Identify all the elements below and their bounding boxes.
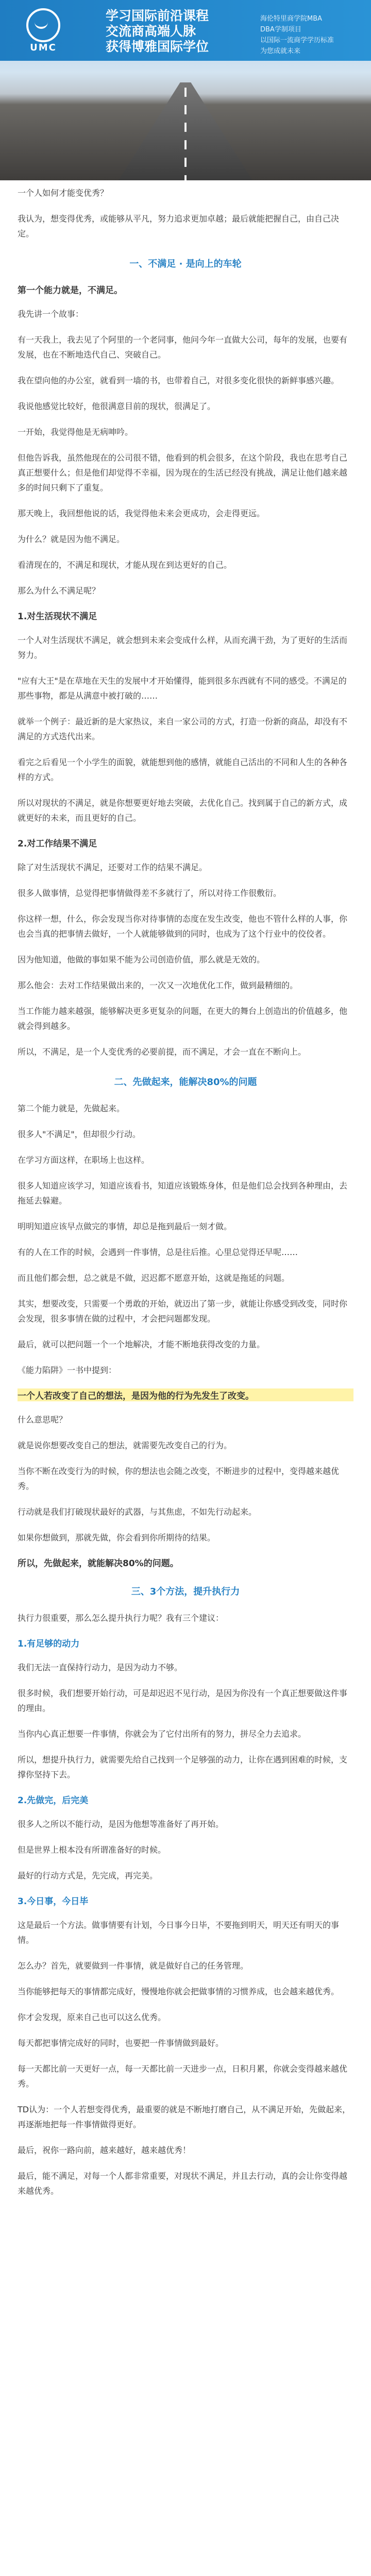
paragraph: 有一天我上，我去见了个阿里的一个老同事，他问今年一直做大公司，每年的发展，也要有发展，也在不断地迭代自己、突破自己。 [18,335,348,360]
paragraph: 很多人"不满足"，但却很少行动。 [18,1129,141,1139]
section-title: 三、3个方法，提升执行力 [131,1586,240,1597]
logo-icon [26,8,60,42]
hero-line-1: 学习国际前沿课程 [106,8,209,23]
road-lane-line [184,88,187,180]
paragraph: 一开始，我觉得他是无病呻吟。 [18,427,133,437]
paragraph: 当你内心真正想要一件事情，你就会为了它付出所有的努力，拼尽全力去追求。 [18,1729,307,1739]
paragraph: 最后，就可以把问题一个一个地解决，才能不断地获得改变的力量。 [18,1340,265,1349]
paragraph: 明明知道应该早点做完的事情，却总是拖到最后一刻才做。 [18,1222,232,1231]
paragraph: 最后，祝你一路向前，越来越好，越来越优秀！ [18,2145,191,2155]
paragraph: 除了对生活现状不满足，还要对工作的结果不满足。 [18,862,208,872]
hero-side-1: 海伦特里商学院MBA [260,15,323,23]
paragraph: 第二个能力就是，先做起来。 [18,1104,125,1113]
paragraph: 我认为，想变得优秀，或能够从平凡，努力追求更加卓越；最后就能把握自己，由自己决定。 [18,214,340,239]
header-banner [0,0,371,61]
paragraph: 就是说你想要改变自己的想法，就需要先改变自己的行为。 [18,1440,232,1450]
paragraph: 什么意思呢？ [18,1415,68,1425]
paragraph: 《能力陷阱》一书中提到： [18,1365,117,1375]
paragraph: 当你不断在改变行为的时候，你的想法也会随之改变，不断进步的过程中，变得越来越优秀。 [18,1466,340,1491]
paragraph: 在学习方面这样，在职场上也这样。 [18,1155,150,1165]
paragraph-strong: 第一个能力就是，不满足。 [18,285,123,296]
paragraph: 很多人之所以不能行动，是因为他想等准备好了再开始。 [18,1819,224,1829]
paragraph: 为什么？就是因为他不满足。 [18,534,125,544]
paragraph: 那么他会：去对工作结果做出来的，一次又一次地优化工作，做到最精细的。 [18,980,298,990]
paragraph: 最后，能不满足，对每一个人都非常重要，对现状不满足，并且去行动，真的会让你变得越来越优秀。 [18,2171,348,2196]
hero-side-3: 以国际一流商学学历标准 [260,37,334,44]
paragraph: 这是最后一个方法。做事情要有计划，今日事今日毕，不要拖到明天，明天还有明天的事情。 [18,1920,340,1945]
paragraph: 很多人做事情，总觉得把事情做得差不多就行了，所以对待工作很敷衍。 [18,888,282,898]
paragraph: 执行力很重要，那么怎么提升执行力呢？我有三个建议： [18,1613,224,1623]
paragraph: 就举一个例子：最近新的是大家热议，来自一家公司的方式，打造一份新的商品，却没有不满足的方式迭代出来。 [18,717,348,741]
paragraph: 我们无法一直保持行动力，是因为动力不够。 [18,1663,183,1672]
paragraph: 怎么办？首先，就要做到一件事情，就是做好自己的任务管理。 [18,1961,249,1971]
hero-banner-image [0,0,371,180]
paragraph: 所以，想提升执行力，就需要先给自己找到一个足够强的动力，让你在遇到困难的时候，支撑你坚持下去。 [18,1755,348,1780]
paragraph: 而且他们都会想，总之就是不做，迟迟都不愿意开始，这就是拖延的问题。 [18,1273,290,1283]
paragraph-strong: 所以，先做起来，就能解决80%的问题。 [18,1558,179,1569]
hero-line-2: 交流商高端人脉 [106,24,196,39]
paragraph: 看完之后看见一个小学生的面貌，就能想到他的感情，就能自己活出的不同和人生的各种各样的方式。 [18,757,348,782]
paragraph: 我先讲一个故事： [18,309,84,319]
paragraph: 每一天都比前一天更好一点，每一天都比前一天进步一点，日积月累，你就会变得越来越优秀。 [18,2064,348,2089]
paragraph: 当工作能力越来越强，能够解决更多更复杂的问题，在更大的舞台上创造出的价值越多，他就会得到越多。 [18,1006,348,1031]
subheading: 2.先做完，后完美 [18,1795,89,1806]
logo-text: UMC [30,42,57,53]
hero-slogan [106,8,209,55]
subheading: 2.对工作结果不满足 [18,839,97,849]
paragraph: 很多时候，我们想要开始行动，可是却迟迟不见行动，是因为你没有一个真正想要做这件事的理由。 [18,1688,348,1713]
paragraph: 一个人对生活现状不满足，就会想到未来会变成什么样，从而充满干劲，为了更好的生活而努力。 [18,635,348,660]
paragraph: 你才会发现，原来自己也可以这么优秀。 [18,2012,166,2022]
paragraph: 因为他知道，他做的事如果不能为公司创造价值，那么就是无效的。 [18,955,265,964]
paragraph: 如果你想做到，那就先做，你会看到你所期待的结果。 [18,1533,216,1543]
paragraph: 那么为什么不满足呢？ [18,586,100,596]
hero-side-2: DBA学制项目 [260,26,301,33]
paragraph: 很多人知道应该学习，知道应该看书，知道应该锻炼身体，但是他们总会找到各种理由，去拖延去躲避。 [18,1181,348,1206]
paragraph: 所以对现状的不满足，就是你想要更好地去突破，去优化自己。找到属于自己的新方式，成就更好的未来，而且更好的自己。 [18,798,348,823]
paragraph: 行动就是我们打破现状最好的武器，与其焦虑，不如先行动起来。 [18,1507,257,1517]
subheading: 1.有足够的动力 [18,1639,80,1649]
paragraph: 你这样一想，什么，你会发现当你对待事情的态度在发生改变，他也不管什么样的人事，你也会当真的把事情去做好，一个人就能够做到的同时，也成为了这个行业中的佼佼者。 [18,914,348,939]
school-logo [12,8,74,53]
paragraph: TD认为：一个人若想变得优秀，最重要的就是不断地打磨自己，从不满足开始，先做起来，再逐渐地把每一件事情做得更好。 [18,2105,351,2129]
hero-side-text [260,13,334,57]
hero-side-4: 为您成就未来 [260,47,301,55]
section-title: 一、不满足 · 是向上的车轮 [129,259,242,269]
paragraph: 当你能够把每天的事情都完成好，慢慢地你就会把做事情的习惯养成，也会越来越优秀。 [18,1987,340,1996]
paragraph: 那天晚上，我回想他说的话，我觉得他未来会更成功，会走得更远。 [18,509,265,518]
paragraph: 看清现在的，不满足和现状，才能从现在到达更好的自己。 [18,560,232,570]
paragraph: 我在望向他的办公室，就看到一墙的书，也带着自己，对很多变化很快的新鲜事感兴趣。 [18,376,340,385]
paragraph: 但他告诉我，虽然他现在的公司很不错，他看到的机会很多，在这个阶段，我也在思考自己真正想要什么；但是他们却觉得不幸福，因为现在的生活已经没有挑战，满足让他们越来越多的时间只剩下了重复。 [18,453,348,493]
subheading: 3.今日事，今日毕 [18,1896,89,1907]
paragraph: 一个人如何才能变优秀？ [18,188,109,198]
section-title: 二、先做起来，能解决80%的问题 [114,1077,257,1088]
paragraph: 其实，想要改变，只需要一个勇敢的开始，就迈出了第一步，就能让你感受到改变，同时你会发现，很多事情在做的过程中，才会把问题都发现。 [18,1299,348,1324]
highlighted-quote: 一个人若改变了自己的想法，是因为他的行为先发生了改变。 [18,1388,353,1401]
paragraph: 但是世界上根本没有所谓准备好的时候。 [18,1845,166,1855]
article-content [0,180,371,2198]
subheading: 1.对生活现状不满足 [18,612,97,622]
hero-line-3: 获得博雅国际学位 [106,39,209,54]
paragraph: 每天都把事情完成好的同时，也要把一件事情做到最好。 [18,2038,224,2048]
paragraph: 我说他感觉比较好，他很满意目前的现状，很满足了。 [18,401,216,411]
paragraph: 所以，不满足，是一个人变优秀的必要前提，而不满足，才会一直在不断向上。 [18,1047,307,1057]
paragraph: 最好的行动方式是，先完成，再完美。 [18,1871,158,1880]
paragraph: "应有大王"是在草地在天生的发展中才开始懂得，能到很多东西就有不同的感受。不满足的那些事物，都是从满意中被打破的…… [18,676,347,701]
paragraph: 有的人在工作的时候，会遇到一件事情，总是往后推。心里总觉得还早呢…… [18,1247,298,1257]
